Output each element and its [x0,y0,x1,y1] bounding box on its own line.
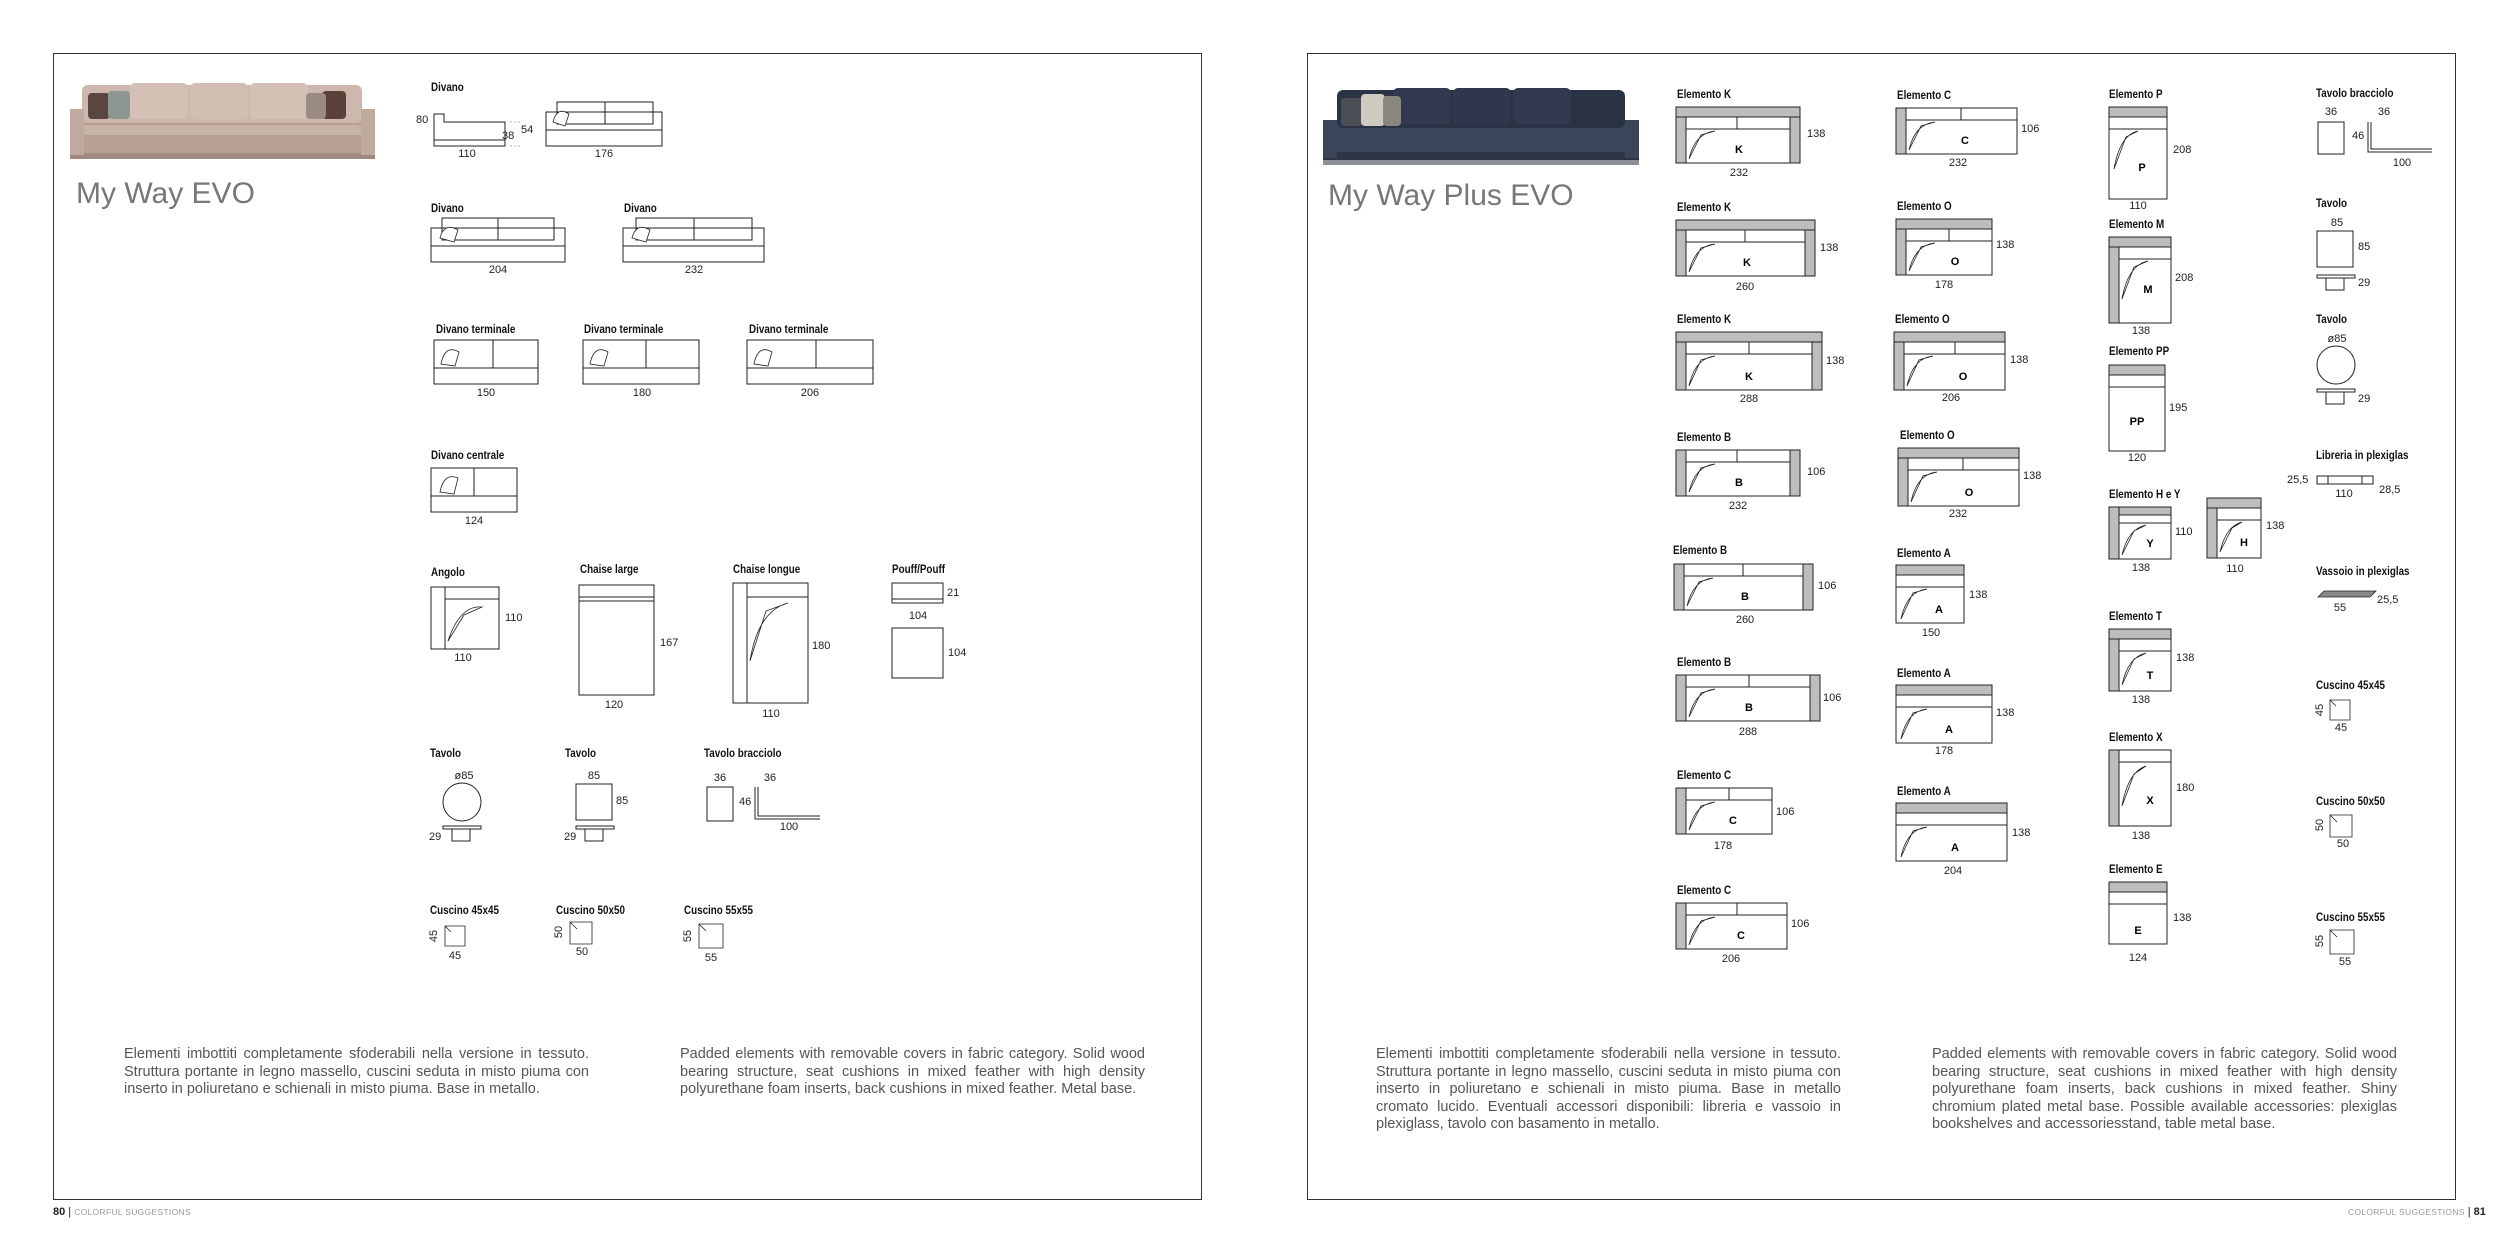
label-elemento-a: Elemento A [1897,784,1951,798]
elemento-k-232-drawing [1675,105,1805,165]
label-divano: Divano [431,80,464,94]
dim-depth: 106 [1776,806,1795,818]
elemento-x-drawing [2108,748,2174,828]
element-letter: C [1737,930,1745,942]
dim-depth: 138 [1820,242,1839,254]
cuscino-45-drawing [2328,698,2354,724]
label-cuscino-55: Cuscino 55x55 [2316,910,2385,924]
centrale-drawing [430,466,520,516]
label-cuscino-45: Cuscino 45x45 [2316,678,2385,692]
element-letter: E [2134,925,2142,937]
dim-width: 204 [1943,865,1963,877]
label-angolo: Angolo [431,565,465,579]
dim-width: 110 [2226,563,2244,575]
element-letter: PP [2129,416,2145,428]
dim-a: 36 [713,772,727,784]
dim-diameter: ø85 [454,770,474,782]
dim-width: 260 [1735,281,1755,293]
dim-width: 288 [1739,393,1759,405]
dim-length: 180 [812,640,831,652]
dim-depth: 110 [2175,526,2193,538]
dim-b: 50 [575,946,589,958]
label-elemento-o: Elemento O [1897,199,1952,213]
element-letter: A [1945,724,1953,736]
dim-a: 36 [2324,106,2338,118]
label-chaise-large: Chaise large [580,562,639,576]
elemento-y-drawing [2108,505,2174,561]
dim-width: 232 [1948,508,1968,520]
element-letter: O [1964,487,1974,499]
dim-b: 55 [2338,956,2352,968]
dim-width: 178 [1713,840,1733,852]
element-letter: O [1958,371,1968,383]
dim-a: 25,5 [2287,474,2309,486]
dim-height: 80 [416,114,429,126]
dim-a: 55 [2314,934,2327,948]
label-cuscino-50: Cuscino 50x50 [2316,794,2385,808]
dim-depth: 180 [2176,782,2195,794]
section-name: COLORFUL SUGGESTIONS [2348,1207,2465,1217]
element-letter: K [1743,257,1751,269]
label-tavolo: Tavolo [430,746,461,760]
element-letter: C [1729,815,1737,827]
dim-width: 138 [2131,694,2151,706]
dim-depth: 138 [2023,470,2042,482]
pouff-top-drawing [891,627,946,680]
my-way-plus-evo-sofa-photo [1323,82,1639,167]
elemento-c-206-drawing [1675,901,1790,951]
label-cuscino-50: Cuscino 50x50 [556,903,625,917]
label-tavolo-bracciolo: Tavolo bracciolo [704,746,782,760]
dim-depth: 138 [1807,128,1826,140]
dim-a: 50 [2314,818,2327,832]
tavolo-bracciolo-drawing [2316,120,2436,160]
label-elemento-o: Elemento O [1895,312,1950,326]
page-number: 81 [2473,1206,2486,1218]
label-divano: Divano [431,201,464,215]
label-elemento-k: Elemento K [1677,312,1732,326]
dim-b: 36 [2377,106,2391,118]
dim-depth: 106 [2021,123,2040,135]
element-letter: C [1961,135,1969,147]
label-elemento-c: Elemento C [1897,88,1952,102]
dim-depth: 106 [1791,918,1810,930]
dim-width: 85 [2330,217,2344,229]
dim-width: 120 [2127,452,2147,464]
dim-depth: 138 [2266,520,2285,532]
label-tavolo: Tavolo [2316,312,2347,326]
collection-title: My Way Plus EVO [1328,179,1574,212]
dim-d: 100 [2392,157,2412,169]
dim-depth: 138 [1996,239,2015,251]
element-letter: A [1951,842,1959,854]
element-letter: M [2143,284,2153,296]
dim-diameter: ø85 [2327,333,2347,345]
divano-232-drawing [622,216,767,266]
dim-depth: 208 [2173,144,2192,156]
dim-width: 232 [1948,157,1968,169]
dim-depth: 106 [1807,466,1826,478]
dim-width: 204 [488,264,508,276]
dim-width: 260 [1735,614,1755,626]
dim-width: 124 [464,515,484,527]
elemento-b-260-drawing [1673,562,1818,612]
dim-depth: 138 [2173,912,2192,924]
label-elemento-e: Elemento E [2109,862,2163,876]
dim-width: 206 [1941,392,1961,404]
dim-height: 29 [2358,393,2371,405]
dim-depth: 106 [1823,692,1842,704]
elemento-e-drawing [2108,880,2172,946]
label-divano-terminale: Divano terminale [749,322,829,336]
dim-depth: 138 [2176,652,2195,664]
label-chaise-longue: Chaise longue [733,562,801,576]
dim-d: 100 [779,821,799,833]
tavolo-square-drawing [574,782,624,847]
dim-width: 206 [800,387,820,399]
dim-width: 110 [458,148,476,160]
dim-depth: 85 [616,795,629,807]
dim-width: 120 [604,699,624,711]
label-elemento-o: Elemento O [1900,428,1955,442]
elemento-o-206-drawing [1893,330,2008,392]
label-elemento-b: Elemento B [1673,543,1728,557]
dim-width: 110 [762,708,780,720]
terminale-150-drawing [433,338,543,388]
dim-height: 29 [564,831,577,843]
dim-c: 46 [2352,130,2365,142]
description-italian: Elementi imbottiti completamente sfoderabili nella versione in tessuto. Struttura portante in legno massello, cuscini seduta in misto piuma con inserto in poliuretano e schienali in misto piuma. Base in metallo. [124,1046,589,1097]
label-pouff: Pouff/Pouff [892,562,946,576]
label-elemento-c: Elemento C [1677,768,1732,782]
dim-a: 55 [682,929,695,943]
label-elemento-c: Elemento C [1677,883,1732,897]
dim-depth: 85 [2358,241,2371,253]
label-elemento-pp: Elemento PP [2109,344,2170,358]
label-elemento-p: Elemento P [2109,87,2163,101]
dim-depth: 138 [2012,827,2031,839]
dim-width: 232 [1729,167,1749,179]
elemento-c-178-drawing [1675,786,1775,836]
element-letter: A [1935,604,1943,616]
label-elemento-k: Elemento K [1677,87,1732,101]
dim-width: 138 [2131,325,2151,337]
dim-a: 50 [553,925,566,939]
divano-204-drawing [430,216,570,266]
label-divano-terminale: Divano terminale [584,322,664,336]
dim-height: 29 [429,831,442,843]
cuscino-50-drawing [568,920,596,948]
label-elemento-k: Elemento K [1677,200,1732,214]
dim-seat: 38 [502,130,515,142]
chaise-large-drawing [578,583,658,698]
dim-depth: 138 [1996,707,2015,719]
dim-width: 138 [2131,562,2151,574]
elemento-o-232-drawing [1897,446,2022,508]
element-letter: X [2146,795,2154,807]
dim-width: 150 [476,387,496,399]
dim-a: 45 [428,929,441,943]
dim-depth: 138 [1826,355,1845,367]
label-libreria-in-plexiglas: Libreria in plexiglas [2316,448,2409,462]
tavolo-round-drawing [440,782,490,847]
description-english: Padded elements with removable covers in fabric category. Solid wood bearing structure, seat cushions in mixed feather with high density polyurethane foam inserts, back cushions in mixed feather. Metal base. [680,1046,1145,1097]
label-divano-terminale: Divano terminale [436,322,516,336]
dim-width: 124 [2128,952,2148,964]
dim-width: 178 [1934,745,1954,757]
section-name: COLORFUL SUGGESTIONS [74,1207,191,1217]
label-elemento-a: Elemento A [1897,546,1951,560]
element-letter: Y [2146,538,2154,550]
dim-back: 54 [521,124,534,136]
divano-176-drawing [545,100,665,150]
dim-c: 28,5 [2379,484,2401,496]
label-divano-centrale: Divano centrale [431,448,505,462]
dim-width: 138 [2131,830,2151,842]
label-elemento-x: Elemento X [2109,730,2163,744]
footer-right: COLORFUL SUGGESTIONS | 81 [2348,1206,2486,1218]
element-letter: K [1745,371,1753,383]
dim-depth: 208 [2175,272,2194,284]
cuscino-50-drawing [2328,813,2356,841]
footer-left: 80 | COLORFUL SUGGESTIONS [53,1206,191,1218]
dim-depth: 138 [1969,589,1988,601]
elemento-o-178-drawing [1895,217,1995,277]
dim-height: 29 [2358,277,2371,289]
my-way-evo-sofa-photo [70,75,375,160]
element-letter: H [2240,537,2248,549]
elemento-t-drawing [2108,627,2174,693]
pouff-side-drawing [891,581,946,605]
label-tavolo-bracciolo: Tavolo bracciolo [2316,86,2394,100]
dim-depth: 104 [948,647,967,659]
elemento-a-204-drawing [1895,801,2010,863]
dim-width: 178 [1934,279,1954,291]
elemento-k-288-drawing [1675,330,1825,392]
elemento-h-drawing [2206,496,2264,560]
terminale-206-drawing [746,338,876,388]
label-cuscino-55: Cuscino 55x55 [684,903,753,917]
right-page-frame [1307,53,2456,1200]
dim-b: 25,5 [2377,594,2399,606]
cuscino-55-drawing [2328,928,2358,958]
element-letter: O [1950,256,1960,268]
cuscino-55-drawing [697,922,727,952]
label-tavolo: Tavolo [565,746,596,760]
dim-width: 110 [454,652,472,664]
description-english: Padded elements with removable covers in fabric category. Solid wood bearing structure, seat cushions in mixed feather with high density polyurethane foam inserts, back cushions in mixed feather. Shiny chromium plated metal base. Possible available accessories: plexiglas bookshelves and accessoriesstand, table metal base. [1932,1046,2397,1132]
element-letter: B [1745,702,1753,714]
dim-depth: 195 [2169,402,2188,414]
label-tavolo: Tavolo [2316,196,2347,210]
dim-b: 45 [2334,722,2348,734]
angolo-drawing [430,585,502,651]
dim-b: 36 [763,772,777,784]
dim-width: 206 [1721,953,1741,965]
label-elemento-m: Elemento M [2109,217,2165,231]
dim-width: 85 [587,770,601,782]
dim-b: 55 [704,952,718,964]
tavolo-bracciolo-drawing [705,785,825,825]
label-vassoio-in-plexiglas: Vassoio in plexiglas [2316,564,2410,578]
dim-a: 55 [2333,602,2347,614]
dim-width: 110 [2129,200,2147,212]
elemento-b-232-drawing [1675,448,1805,498]
dim-b: 110 [2335,488,2353,500]
label-elemento-h-e-y: Elemento H e Y [2109,487,2181,501]
description-italian: Elementi imbottiti completamente sfoderabili nella versione in tessuto. Struttura portante in legno massello, cuscini seduta in misto piuma con inserto in poliuretano e schienali in misto piuma. Base in metallo cromato lucido. Eventuali accessori disponibili: libreria e vassoio in plexiglass, tavolo con basamento in metallo. [1376,1046,1841,1132]
element-letter: B [1741,591,1749,603]
dim-b: 50 [2336,838,2350,850]
elemento-pp-drawing [2108,363,2168,453]
elemento-c-232-drawing [1895,106,2020,156]
dim-b: 45 [448,950,462,962]
dim-width: 104 [908,610,928,622]
cuscino-45-drawing [443,924,469,950]
elemento-p-drawing [2108,105,2172,201]
dim-width: 288 [1738,726,1758,738]
element-letter: K [1735,144,1743,156]
label-elemento-b: Elemento B [1677,655,1732,669]
dim-a: 45 [2314,703,2327,717]
dim-height: 21 [947,587,960,599]
dim-depth: 106 [1818,580,1837,592]
elemento-b-288-drawing [1675,673,1825,723]
elemento-a-178-drawing [1895,683,1995,745]
label-elemento-b: Elemento B [1677,430,1732,444]
dim-width: 232 [684,264,704,276]
terminale-180-drawing [582,338,702,388]
elemento-a-150-drawing [1895,563,1967,625]
label-elemento-a: Elemento A [1897,666,1951,680]
element-letter: T [2146,670,2154,682]
dim-width: 232 [1728,500,1748,512]
label-elemento-t: Elemento T [2109,609,2163,623]
dim-c: 46 [739,796,752,808]
elemento-k-260-drawing [1675,218,1820,278]
collection-title: My Way EVO [76,177,255,210]
dim-width: 180 [632,387,652,399]
element-letter: P [2138,162,2146,174]
dim-width: 176 [594,148,614,160]
dim-width: 150 [1921,627,1941,639]
label-cuscino-45: Cuscino 45x45 [430,903,499,917]
dim-depth: 138 [2010,354,2029,366]
dim-length: 167 [660,637,679,649]
elemento-m-drawing [2108,235,2174,325]
page-number: 80 [53,1206,66,1218]
label-divano: Divano [624,201,657,215]
libreria-drawing [2316,474,2376,488]
dim-depth: 110 [505,612,523,624]
element-letter: B [1735,477,1743,489]
chaise-longue-drawing [732,581,812,706]
vassoio-drawing [2316,589,2380,603]
